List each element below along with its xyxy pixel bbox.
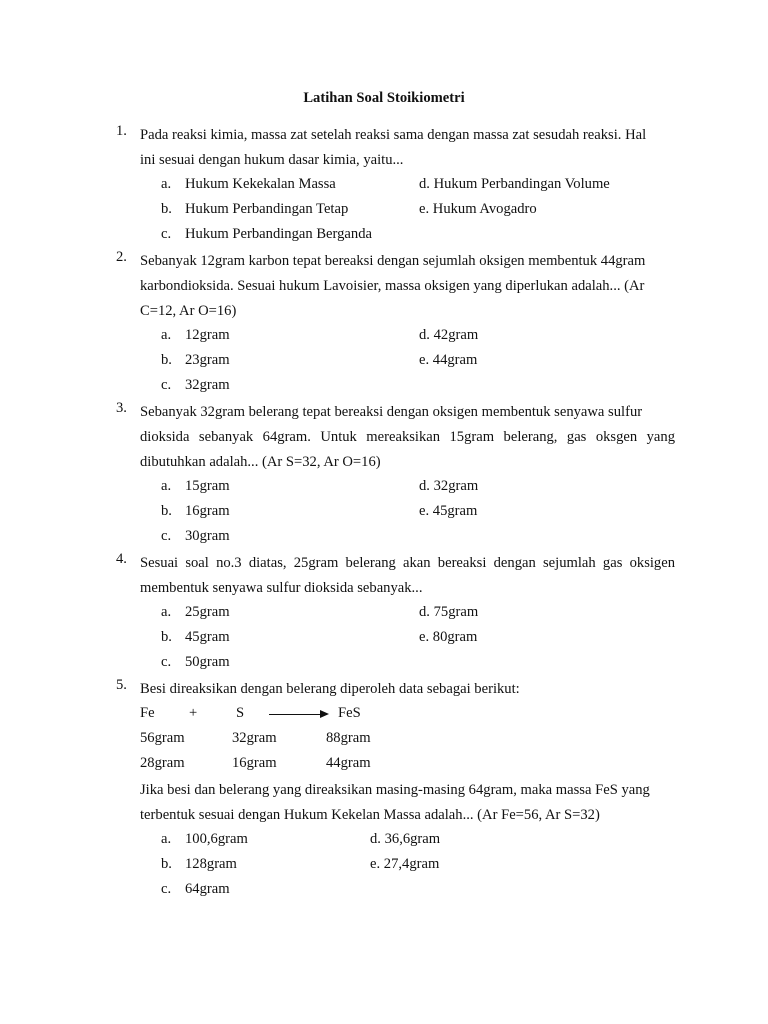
option-b: b. 45gram: [161, 629, 230, 645]
reaction-plus: +: [189, 705, 198, 721]
reaction-reactant-fe: Fe: [140, 705, 155, 721]
option-d: d. 36,6gram: [370, 831, 441, 847]
question-text-line: ini sesuai dengan hukum dasar kimia, yaitu...: [140, 152, 404, 168]
question-text-line: Sebanyak 32gram belerang tepat bereaksi dengan oksigen membentuk senyawa sulfur: [140, 404, 643, 420]
reaction-value: 32gram: [232, 730, 277, 746]
option-d: d. Hukum Perbandingan Volume: [419, 176, 610, 192]
reaction-value: 56gram: [140, 730, 185, 746]
option-b: b. 23gram: [161, 352, 230, 368]
option-b: b. 16gram: [161, 503, 230, 519]
question-text-line: Besi direaksikan dengan belerang diperoleh data sebagai berikut:: [140, 681, 520, 697]
option-a: a. 15gram: [161, 478, 230, 494]
question-text-line: C=12, Ar O=16): [140, 303, 237, 319]
question-text-line: dioksida sebanyak 64gram. Untuk mereaksikan 15gram belerang, gas oksgen yang: [140, 429, 675, 445]
option-c: c. 50gram: [161, 654, 230, 670]
question-number: 4.: [116, 551, 127, 567]
option-d: d. 75gram: [419, 604, 479, 620]
question-text-line: terbentuk sesuai dengan Hukum Kekelan Massa adalah... (Ar Fe=56, Ar S=32): [140, 807, 600, 823]
option-a: a. 12gram: [161, 327, 230, 343]
option-c: c. 64gram: [161, 881, 230, 897]
option-e: e. 27,4gram: [370, 856, 440, 872]
question-text-line: dibutuhkan adalah... (Ar S=32, Ar O=16): [140, 454, 381, 470]
question-text-line: Sebanyak 12gram karbon tepat bereaksi dengan sejumlah oksigen membentuk 44gram: [140, 253, 646, 269]
option-e: e. 44gram: [419, 352, 478, 368]
reaction-value: 28gram: [140, 755, 185, 771]
question-number: 3.: [116, 400, 127, 416]
question-number: 1.: [116, 123, 127, 139]
reaction-value: 16gram: [232, 755, 277, 771]
reaction-value: 88gram: [326, 730, 371, 746]
option-d: d. 32gram: [419, 478, 479, 494]
option-b: b. Hukum Perbandingan Tetap: [161, 201, 349, 217]
reaction-arrow-icon: [269, 714, 327, 715]
reaction-product-fes: FeS: [338, 705, 361, 721]
question-number: 2.: [116, 249, 127, 265]
option-e: e. 80gram: [419, 629, 478, 645]
reaction-reactant-s: S: [236, 705, 245, 721]
option-c: c. Hukum Perbandingan Berganda: [161, 226, 372, 242]
question-text-line: karbondioksida. Sesuai hukum Lavoisier, massa oksigen yang diperlukan adalah... (Ar: [140, 278, 645, 294]
option-c: c. 32gram: [161, 377, 230, 393]
option-a: a. Hukum Kekekalan Massa: [161, 176, 336, 192]
reaction-value: 44gram: [326, 755, 371, 771]
option-e: e. Hukum Avogadro: [419, 201, 537, 217]
question-number: 5.: [116, 677, 127, 693]
question-text-line: Jika besi dan belerang yang direaksikan masing-masing 64gram, maka massa FeS yang: [140, 782, 650, 798]
option-b: b. 128gram: [161, 856, 237, 872]
option-a: a. 25gram: [161, 604, 230, 620]
question-text-line: Sesuai soal no.3 diatas, 25gram belerang akan bereaksi dengan sejumlah gas oksigen: [140, 555, 675, 571]
option-e: e. 45gram: [419, 503, 478, 519]
page-title: Latihan Soal Stoikiometri: [303, 90, 465, 106]
option-a: a. 100,6gram: [161, 831, 248, 847]
question-text-line: Pada reaksi kimia, massa zat setelah reaksi sama dengan massa zat sesudah reaksi. Hal: [140, 127, 647, 143]
option-c: c. 30gram: [161, 528, 230, 544]
question-text-line: membentuk senyawa sulfur dioksida sebanyak...: [140, 580, 423, 596]
option-d: d. 42gram: [419, 327, 479, 343]
